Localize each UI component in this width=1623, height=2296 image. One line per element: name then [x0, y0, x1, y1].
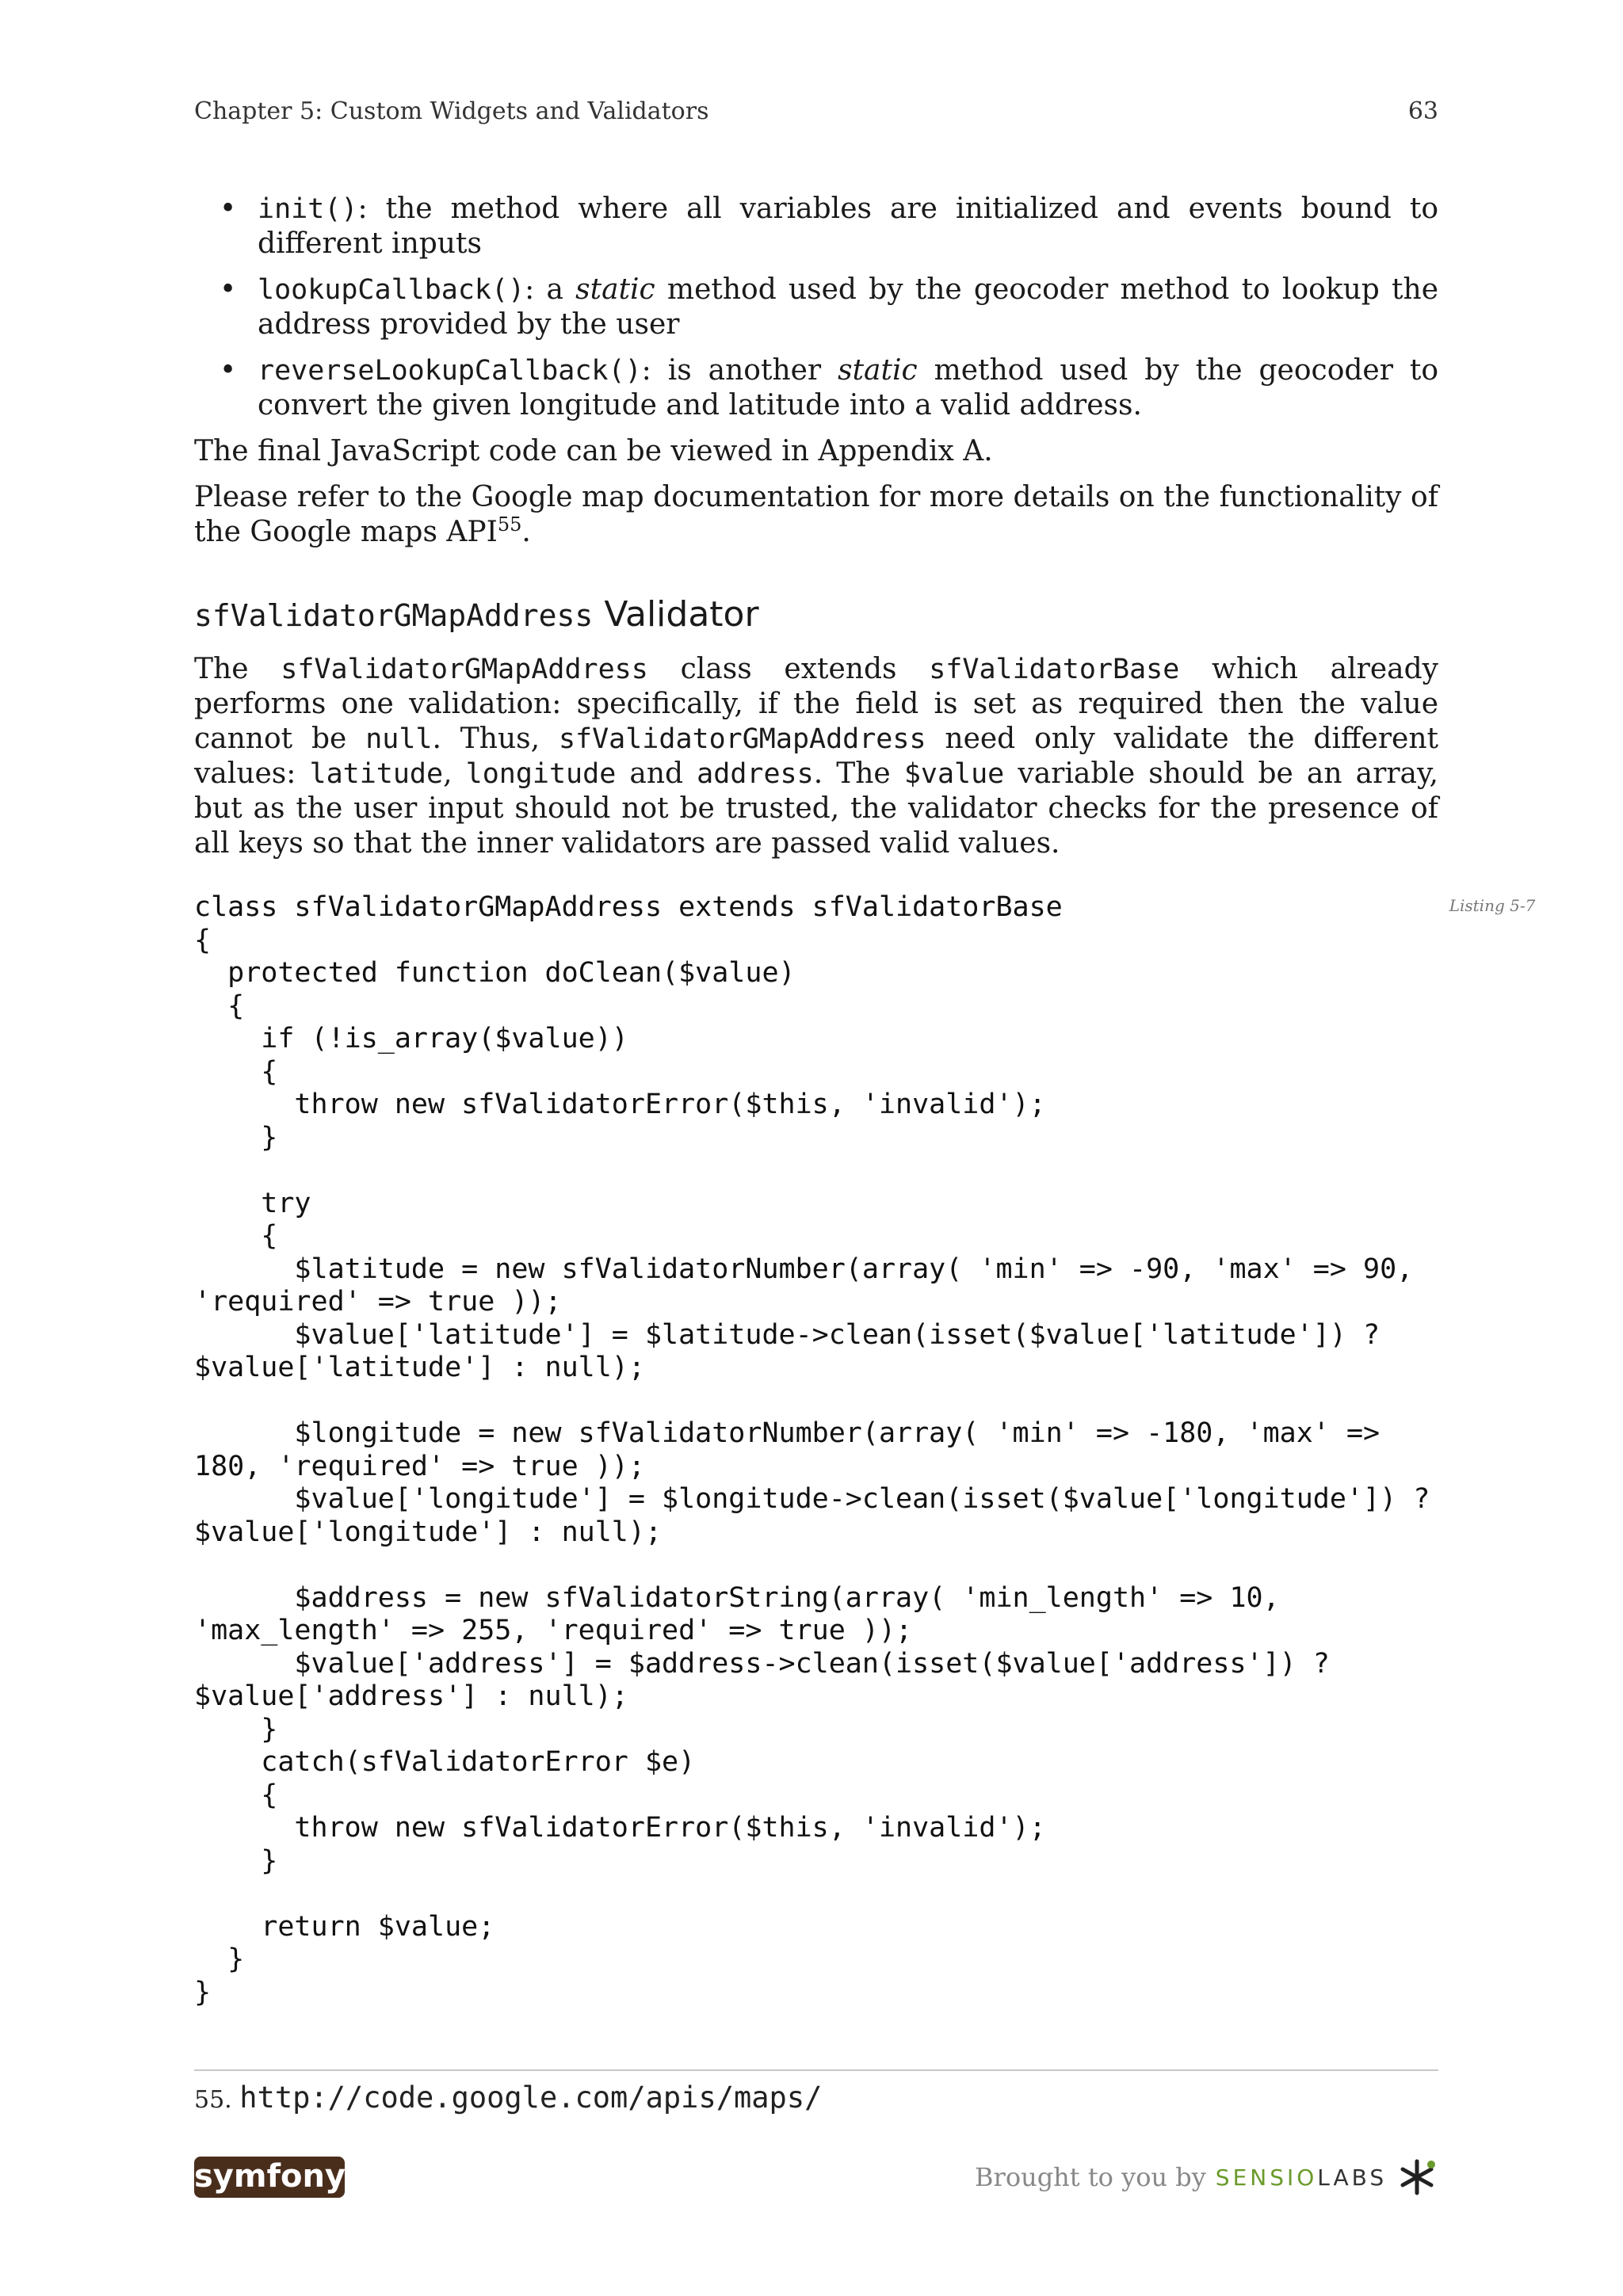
paragraph-refer: Please refer to the Google map documentation for more details on the functionality of the Google maps API$^{55}$. [194, 481, 1438, 548]
footnote [194, 2079, 822, 2119]
list-item: • lookupCallback(): a static method used by the geocoder method to lookup the address provided by the user [220, 273, 1438, 341]
footnote-divider [194, 2069, 1438, 2071]
paragraph-final-code: The final JavaScript code can be viewed in Appendix A. [194, 435, 993, 467]
listing-label: Listing 5-7 [1449, 896, 1536, 915]
code-block: class sfValidatorGMapAddress extends sfValidatorBase { protected function doClean($value) { if (!is_array($value)) { throw new sfValidatorError($this, 'invalid'); } try { $latitude = new sfValidatorNumber(array( 'min' => -90, 'max' => 90, 'required' => true )); $value['latitude'] = $latitude->clean(isset($value['latitude']) ? $value['latitude'] : null); $longitude = new sfValidatorNumber(array( 'min' => -180, 'max' => 180, 'required' => true )); $value['longitude'] = $longitude->clean(isset($value['longitude']) ? $value['longitude'] : null); $address = new sfValidatorString(array( 'min_length' => 10, 'max_length' => 255, 'required' => true )); $value['address'] = $address->clean(isset($value['address']) ? $value['address'] : null); } catch(sfValidatorError $e) { throw new sfValidatorError($this, 'invalid'); } return $value; } } [194, 891, 1430, 2008]
page-number: 63 [1407, 97, 1438, 125]
footnote-number: 55. [194, 2086, 232, 2114]
list-item: • reverseLookupCallback(): is another static method used by the geocoder to convert the given longitude and latitude into a valid address. [220, 354, 1439, 421]
inline-code: lookupCallback() [258, 274, 525, 306]
footnote-ref: 55 [497, 513, 522, 536]
sensiolabs-logo: SENSIOLABS [1215, 2164, 1388, 2191]
chapter-title: Chapter 5: Custom Widgets and Validators [194, 97, 709, 125]
section-heading: sfValidatorGMapAddress Validator [194, 594, 759, 635]
bullet-icon: • [220, 193, 237, 225]
sensiolabs-star-icon [1396, 2157, 1438, 2198]
bullet-icon: • [220, 273, 237, 306]
paragraph-validator: The sfValidatorGMapAddress class extends sfValidatorBase which already performs one validation: specifically, if the field is set as required then the value cannot be null. Thus, sfValidatorGMapAddress need only validate the different values: latitude, longitude and address. The $value variable should be an array, but as the user input should not be trusted, the validator checks for the presence of all keys so that the inner validators are passed valid values. [194, 653, 1438, 860]
bullet-icon: • [220, 354, 237, 387]
inline-code: init() [258, 193, 358, 225]
main-content [194, 192, 1536, 2009]
sensiolabs-credit [975, 2157, 1438, 2198]
list-item: • init(): the method where all variables are initialized and events bound to different inputs [220, 193, 1438, 260]
symfony-logo: symfony [194, 2157, 345, 2198]
code-listing [194, 891, 1536, 2009]
method-list [194, 192, 1438, 423]
inline-code: reverseLookupCallback() [258, 355, 642, 387]
page-header [194, 97, 1438, 125]
brought-by-text: Brought to you by [975, 2162, 1206, 2192]
footnote-link[interactable]: http://code.google.com/apis/maps/ [239, 2081, 823, 2115]
